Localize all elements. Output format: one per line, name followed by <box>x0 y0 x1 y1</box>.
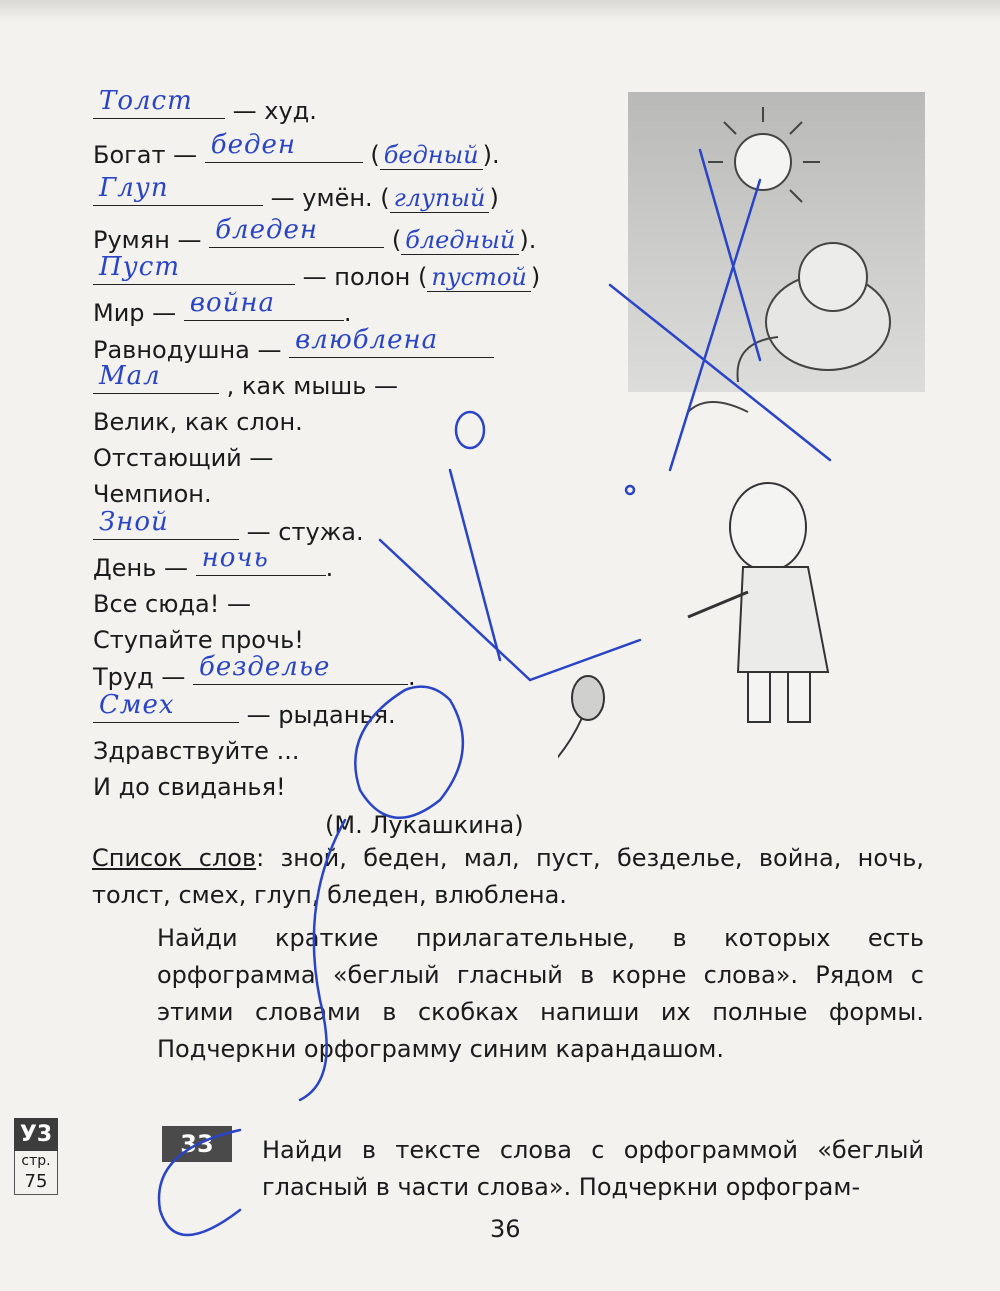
side-code: У3 <box>14 1118 58 1151</box>
poem-line-17: Смех — рыданья. <box>93 700 396 730</box>
word-list-words: : зной, беден, мал, пуст, безделье, война, ночь, толст, смех, глуп, бледен, влюблена. <box>92 844 924 909</box>
poem-line-12: Зной — стужа. <box>93 517 364 547</box>
poem-line-13: День — ночь . <box>93 543 334 582</box>
answer-vlyublena: влюблена <box>295 325 439 355</box>
answer-beden: беден <box>210 130 296 160</box>
poem-line-14: Все сюда! — <box>93 590 252 618</box>
poem-line-18: Здравствуйте ... <box>93 737 300 765</box>
poem-line-7: Равнодушна — влюблена <box>93 335 494 365</box>
answer-noch: ночь <box>201 543 269 573</box>
answer-smekh: Смех <box>99 690 175 720</box>
answer-voina: война <box>189 288 275 318</box>
poem-line-15: Ступайте прочь! <box>93 626 304 654</box>
poem-line-19: И до свиданья! <box>93 773 286 801</box>
page-number: 36 <box>490 1215 521 1243</box>
answer-tolst: Толст <box>99 86 193 116</box>
poem-line-11: Чемпион. <box>93 480 212 508</box>
poem-line-5: Пуст — полон ( пустой ) <box>93 262 540 292</box>
poem-line-3: Глуп — умён. ( глупый ) <box>93 183 499 213</box>
poem-author: (М. Лукашкина) <box>325 811 524 839</box>
poem-line-10: Отстающий — <box>93 444 274 472</box>
poem-line-2: Богат — беден ( бедный ). <box>93 130 500 169</box>
poem-line-4: Румян — бледен ( бледный ). <box>93 215 537 254</box>
answer-znoy: Зной <box>99 507 169 537</box>
answer-pust: Пуст <box>99 252 180 282</box>
exercise-number-badge: 33 <box>162 1126 232 1162</box>
poem-line-9: Велик, как слон. <box>93 408 303 436</box>
side-page-number: 75 <box>14 1169 58 1195</box>
side-page-label: стр. <box>14 1151 58 1169</box>
poem-line-8: Мал , как мышь — <box>93 371 398 401</box>
answer-glupy: глупый <box>390 184 490 213</box>
answer-bezdelye: безделье <box>198 652 331 682</box>
answer-pustoy: пустой <box>427 263 530 292</box>
task-instruction: Найди краткие прилагательные, в которых есть орфограмма «беглый гласный в корне слова». Рядом с этими словами в скобках напиши их полные формы. Подчеркни орфограмму синим карандашом. <box>157 924 924 1063</box>
exercise-text: Найди в тексте слова с орфограммой «беглый гласный в части слова». Подчеркни орфограм- <box>262 1136 924 1201</box>
poem-line-16: Труд — безделье . <box>93 652 416 691</box>
answer-bedny: бедный <box>380 141 483 170</box>
answer-bledny: бледный <box>401 226 519 255</box>
poem-line-1: Толст — худ. <box>93 96 317 126</box>
poem-line-6: Мир — война . <box>93 288 352 327</box>
answer-bleden: бледен <box>215 215 318 245</box>
word-list-label: Список слов <box>92 844 257 872</box>
answer-mal: Мал <box>99 361 161 391</box>
answer-glup: Глуп <box>99 173 169 203</box>
